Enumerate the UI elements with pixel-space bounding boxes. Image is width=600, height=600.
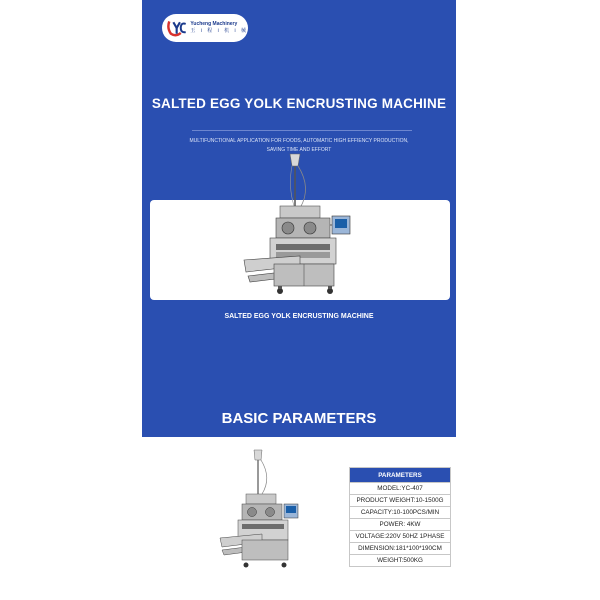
subtitle-line-1: MULTIFUNCTIONAL APPLICATION FOR FOODS, AUTOMATIC HIGH EFFIENCY PRODUCTION,	[189, 138, 409, 144]
machine-illustration-small	[218, 446, 304, 574]
table-row	[350, 531, 451, 543]
logo-english: Yucheng Machinery	[190, 21, 238, 27]
subtitle-line-2: SAVING TIME AND EFFORT	[266, 147, 332, 153]
logo-chinese: 玉 i 程 i 机 i 械	[190, 28, 248, 34]
machine-illustration	[240, 148, 370, 300]
table-header: PARAMETERS	[350, 468, 451, 483]
logo-mark-icon	[166, 17, 187, 39]
parameters-table	[349, 467, 451, 567]
image-caption: SALTED EGG YOLK ENCRUSTING MACHINE	[224, 313, 374, 320]
table-row	[350, 543, 451, 555]
page-title: SALTED EGG YOLK ENCRUSTING MACHINE	[151, 96, 447, 111]
table-row	[350, 483, 451, 495]
company-logo	[162, 14, 248, 42]
param-voltage: VOLTAGE:220V 50HZ 1PHASE	[350, 531, 451, 543]
table-row	[350, 555, 451, 567]
table-header-row	[350, 468, 451, 483]
param-weight: WEIGHT:500KG	[350, 555, 451, 567]
table-row	[350, 519, 451, 531]
table-row	[350, 507, 451, 519]
title-divider	[192, 130, 412, 131]
logo-text	[190, 21, 248, 35]
section-heading: BASIC PARAMETERS	[221, 410, 377, 427]
param-product-weight: PRODUCT WEIGHT:10-1500G	[350, 495, 451, 507]
param-capacity: CAPACITY:10-100PCS/MIN	[350, 507, 451, 519]
table-row	[350, 495, 451, 507]
param-model: MODEL:YC-407	[350, 483, 451, 495]
param-power: POWER: 4KW	[350, 519, 451, 531]
hero-banner	[142, 0, 456, 437]
param-dimension: DIMENSION:181*100*190CM	[350, 543, 451, 555]
